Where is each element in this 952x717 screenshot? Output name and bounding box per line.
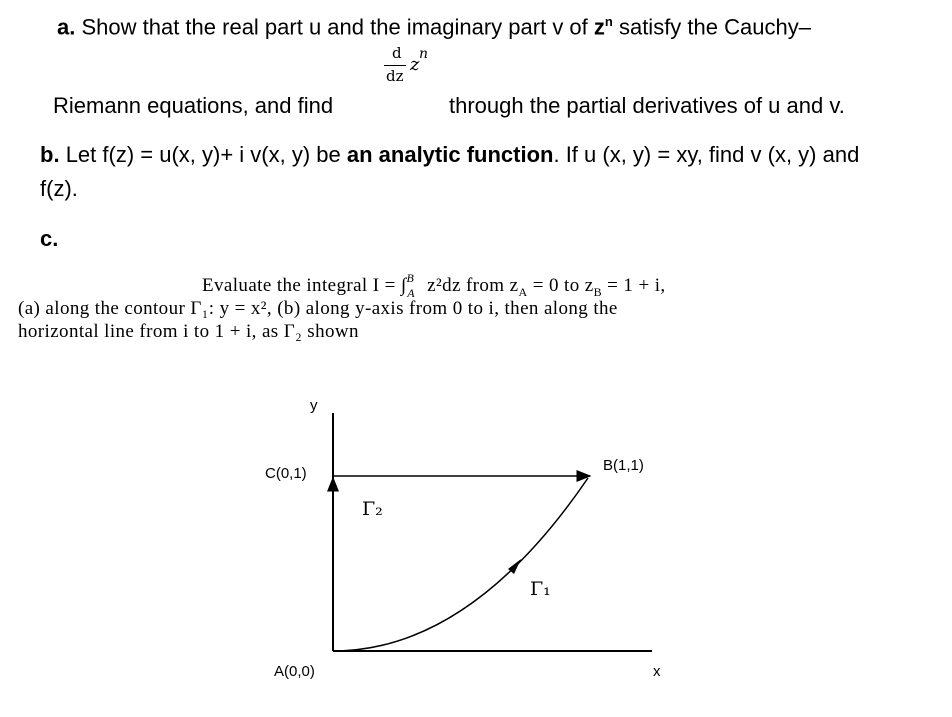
z-exponent: n (604, 14, 613, 29)
analytic-function-text: an analytic function (346, 142, 554, 167)
part-a-line-2-end: through the partial derivatives of u and v. (449, 93, 845, 118)
part-c-line-3: horizontal line from i to 1 + i, as Γ₂ shown (18, 321, 359, 342)
part-a-label: a. (57, 14, 76, 40)
integral-upper-limit: B (406, 271, 415, 285)
point-a-label: A(0,0) (274, 663, 315, 680)
part-c-text-1: Evaluate the integral I = ∫ (202, 275, 407, 296)
part-c-text-1-end: = 1 + i, (601, 275, 666, 296)
point-b-label: B(1,1) (603, 457, 644, 474)
part-c-text-1-mid: z²dz from z (421, 275, 519, 296)
part-a-text-1: Show that the real part u and the imaginary part v of (81, 14, 594, 40)
part-b-text-1-end: . If u (x, y) = xy, find v (x, y) and (553, 142, 860, 167)
part-b-label: b. (40, 142, 60, 167)
y-axis-label: y (310, 397, 318, 414)
integral-lower-limit: A (407, 286, 415, 300)
part-c-text-1-mid2: = 0 to z (527, 275, 594, 296)
gamma1-label: Γ₁ (530, 578, 551, 600)
sub-a: A (518, 284, 528, 299)
part-c-label: c. (40, 226, 59, 251)
x-axis-label: x (653, 663, 661, 680)
part-c-line-2: (a) along the contour Γ₁: y = x², (b) along y-axis from 0 to i, then along the (18, 298, 618, 319)
part-b-text-1: Let f(z) = u(x, y)+ i v(x, y) be (65, 142, 347, 167)
z-symbol: z (593, 14, 605, 40)
part-b-line-2: f(z). (40, 176, 78, 201)
derivative-denominator: dz (386, 67, 404, 85)
derivative-numerator: d (392, 44, 402, 62)
gamma2-label: Γ₂ (362, 498, 383, 520)
sub-b: B (593, 284, 602, 299)
derivative-z: z (410, 54, 420, 75)
derivative-n: n (419, 46, 429, 62)
part-a-line-2-start: Riemann equations, and find (53, 93, 334, 118)
part-a-text-1-end: satisfy the Cauchy– (612, 14, 811, 40)
point-c-label: C(0,1) (265, 465, 307, 482)
